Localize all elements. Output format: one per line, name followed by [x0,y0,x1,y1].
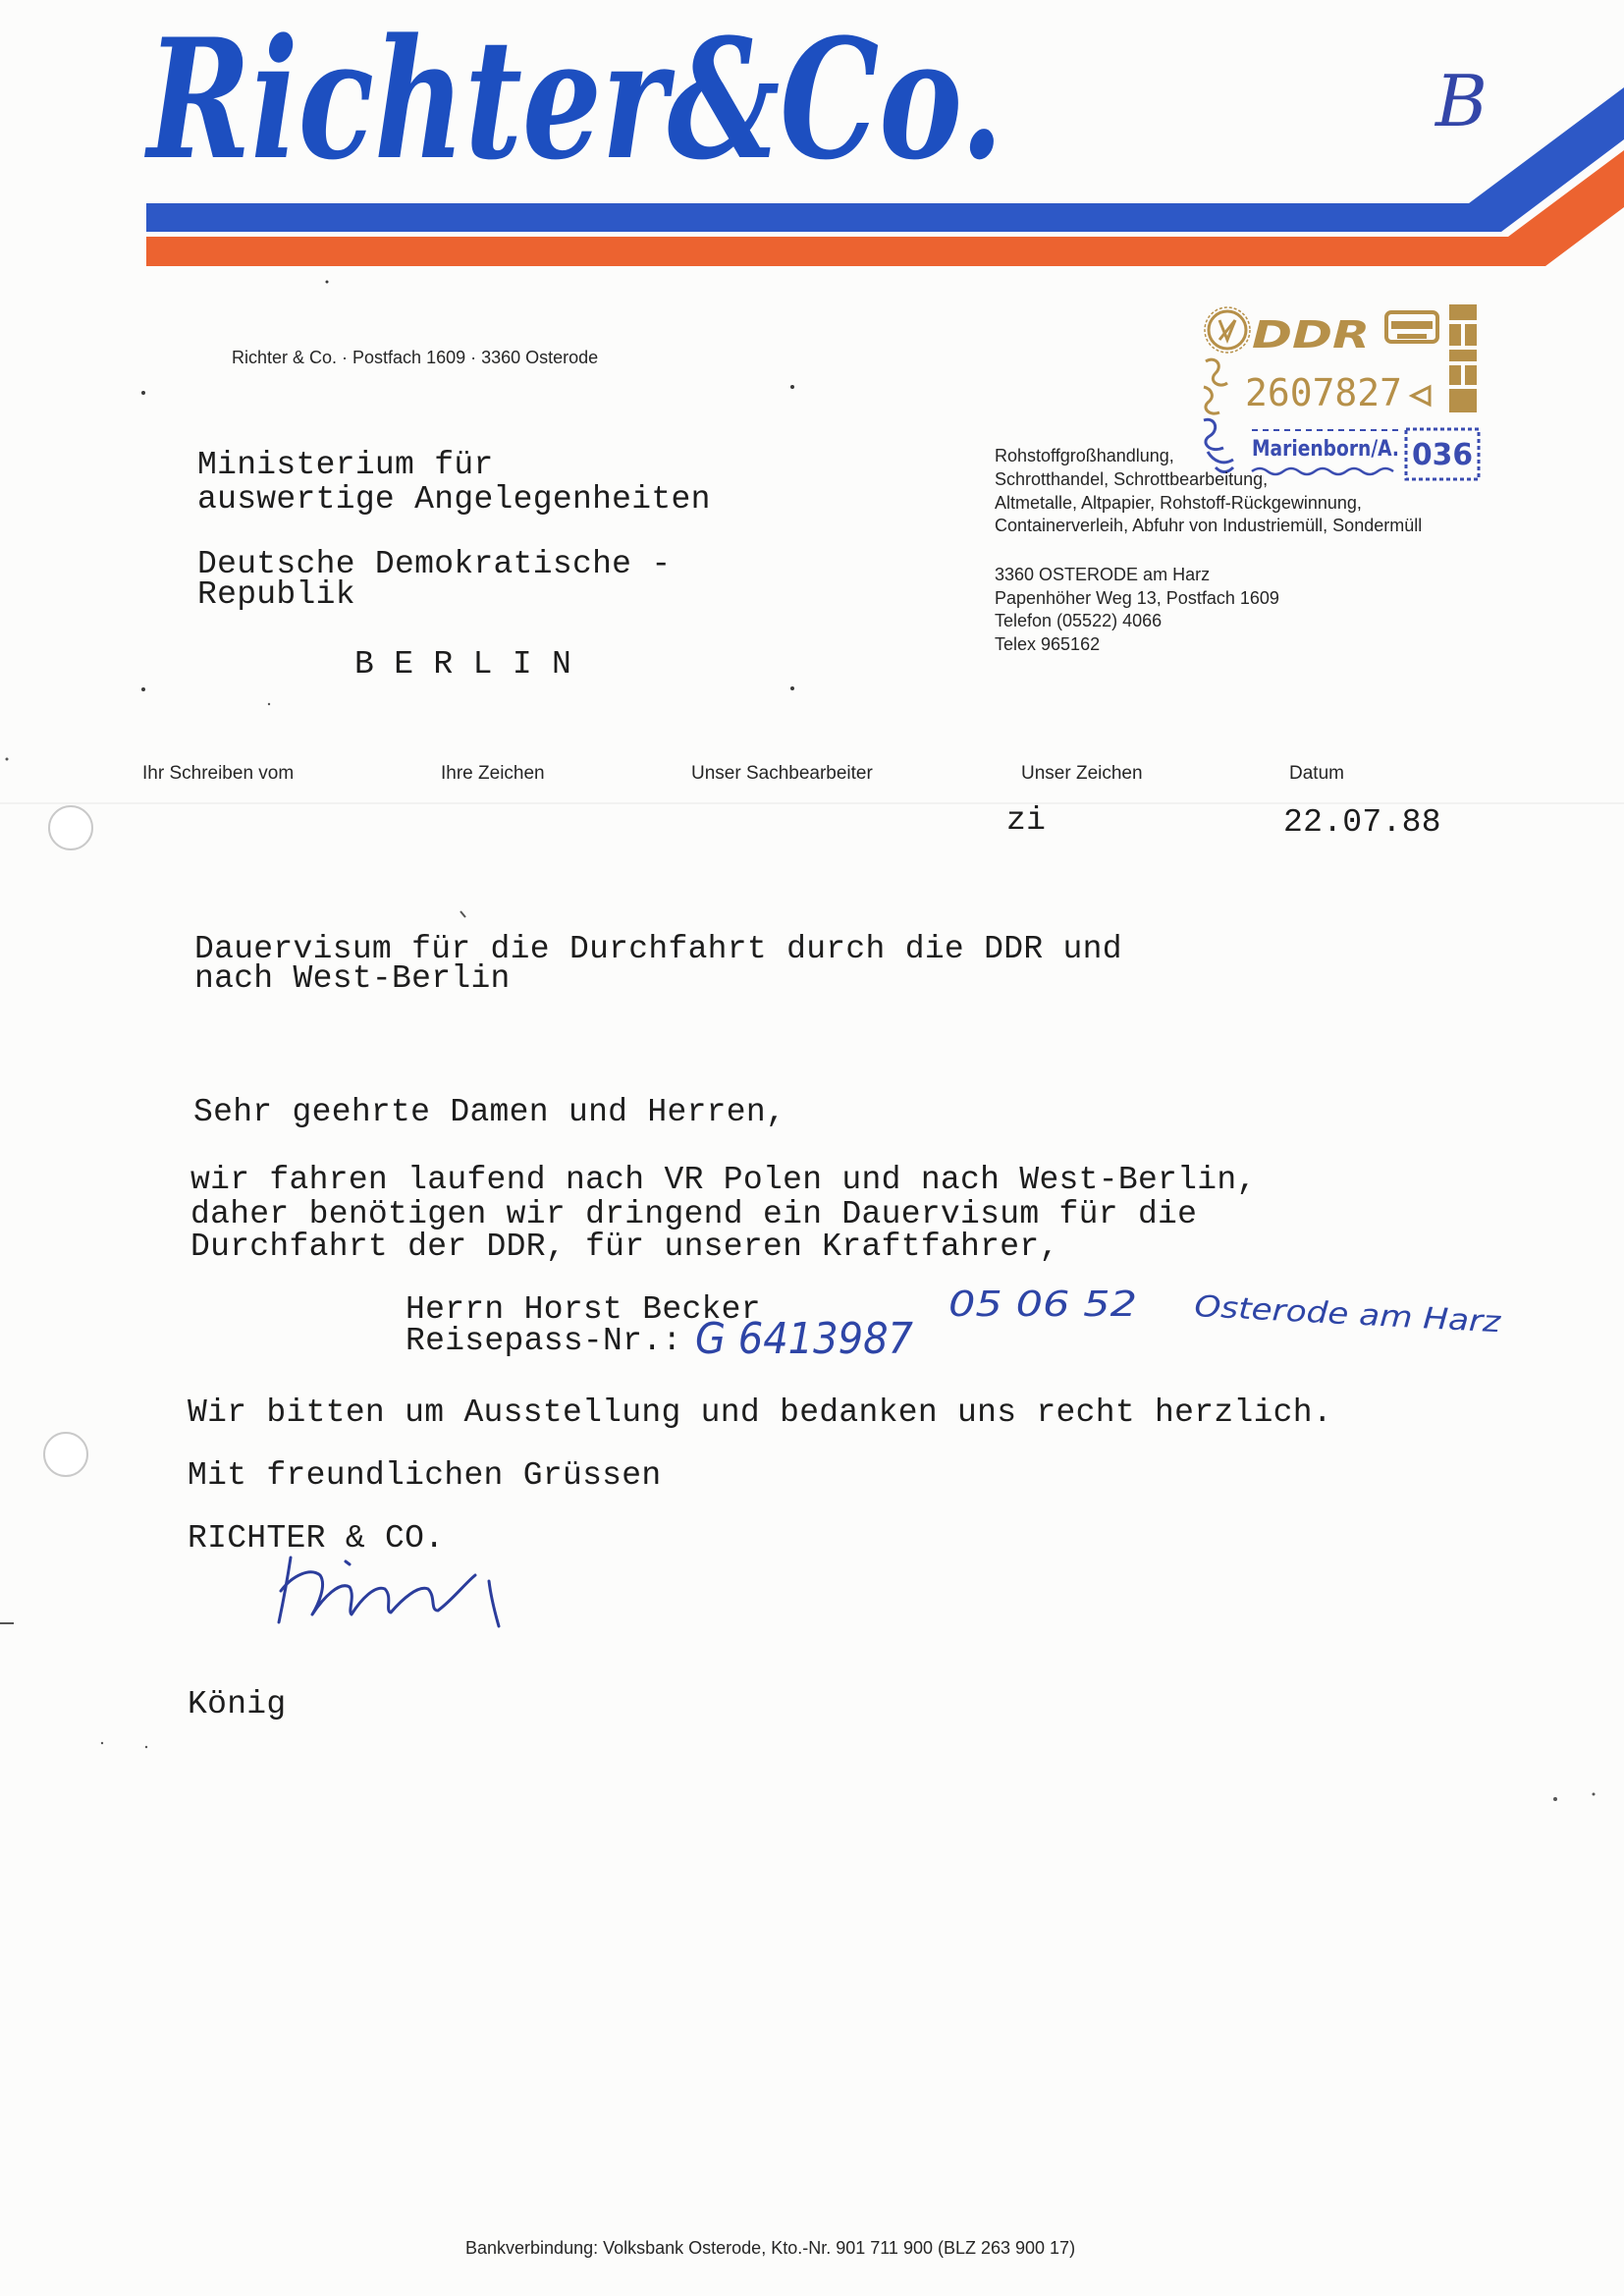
handwritten-passport-number: G 6413987 [695,1314,913,1364]
stamp-date-code: 2607827 [1245,371,1402,414]
handwritten-mark: B [1435,60,1488,142]
label-date: Datum [1289,763,1344,784]
date-value: 22.07.88 [1283,804,1441,841]
stamp-office-number: 036 [1412,438,1473,472]
stamp-side-band [1449,304,1477,412]
company-signoff: RICHTER & CO. [188,1520,445,1557]
recipient-line: auswertige Angelegenheiten [197,481,711,518]
handwritten-birth-place: Osterode am Harz [1193,1289,1464,1339]
recipient-line: Republik [197,576,355,613]
body-line: daher benötigen wir dringend ein Dauervisum für die [190,1196,1198,1232]
postage-stamp [1198,295,1488,491]
sender-return-address: Richter & Co. · Postfach 1609 · 3360 Osterode [232,348,599,367]
recipient-line: Ministerium für [197,447,494,483]
post-horn-icon [1386,312,1437,342]
company-info-line: Altmetalle, Altpapier, Rohstoff-Rückgewinnung, [995,493,1362,513]
stamp-flourish-gold [1204,359,1227,413]
punch-hole-top [49,806,92,849]
body-line: wir fahren laufend nach VR Polen und nach West-Berlin, [190,1162,1257,1198]
punch-hole-bottom [44,1433,87,1476]
company-address-line: Papenhöher Weg 13, Postfach 1609 [995,588,1279,608]
company-phone: Telefon (05522) 4066 [995,611,1163,630]
body-line: Durchfahrt der DDR, für unseren Kraftfahrer, [190,1229,1059,1265]
ddr-emblem-icon [1205,307,1250,353]
label-your-letter: Ihr Schreiben vom [142,763,295,784]
triangle-marker-icon [1412,387,1430,405]
salutation: Sehr geehrte Damen und Herren, [193,1094,786,1130]
company-info-line: Schrotthandel, Schrottbearbeitung, [995,469,1269,489]
label-your-reference: Ihre Zeichen [441,763,545,784]
signer-name: König [188,1686,287,1722]
subject-line: nach West-Berlin [194,960,511,997]
recipient-line: Deutsche Demokratische - [197,546,672,582]
driver-name: Herrn Horst Becker [406,1291,761,1328]
stamp-flourish-blue [1204,419,1233,471]
company-info-line: Rohstoffgroßhandlung, [995,446,1174,465]
stamp-country: DDR [1252,313,1370,356]
label-our-clerk: Unser Sachbearbeiter [691,763,873,784]
company-info-line: Containerverleih, Abfuhr von Industriemüll, Sondermüll [995,516,1423,535]
subject-line: Dauervisum für die Durchfahrt durch die DDR und [194,931,1122,967]
bank-details-footer: Bankverbindung: Volksbank Osterode, Kto.-Nr. 901 711 900 (BLZ 263 900 17) [465,2238,1076,2258]
label-our-reference: Unser Zeichen [1021,763,1143,784]
company-telex: Telex 965162 [995,634,1101,654]
request-line: Wir bitten um Ausstellung und bedanken uns recht herzlich. [188,1394,1332,1431]
passport-label: Reisepass-Nr.: [406,1323,682,1359]
our-reference-value: zi [1006,802,1047,839]
company-logo: Richter&Co. [143,2,1003,196]
stamp-location: Marienborn/A. [1252,437,1399,462]
postmark-wave-line [1252,468,1393,474]
company-address-line: 3360 OSTERODE am Harz [995,565,1211,584]
recipient-city: B E R L I N [354,646,572,683]
handwritten-birth-date: 05 06 52 [948,1285,1137,1325]
closing: Mit freundlichen Grüssen [188,1457,662,1494]
